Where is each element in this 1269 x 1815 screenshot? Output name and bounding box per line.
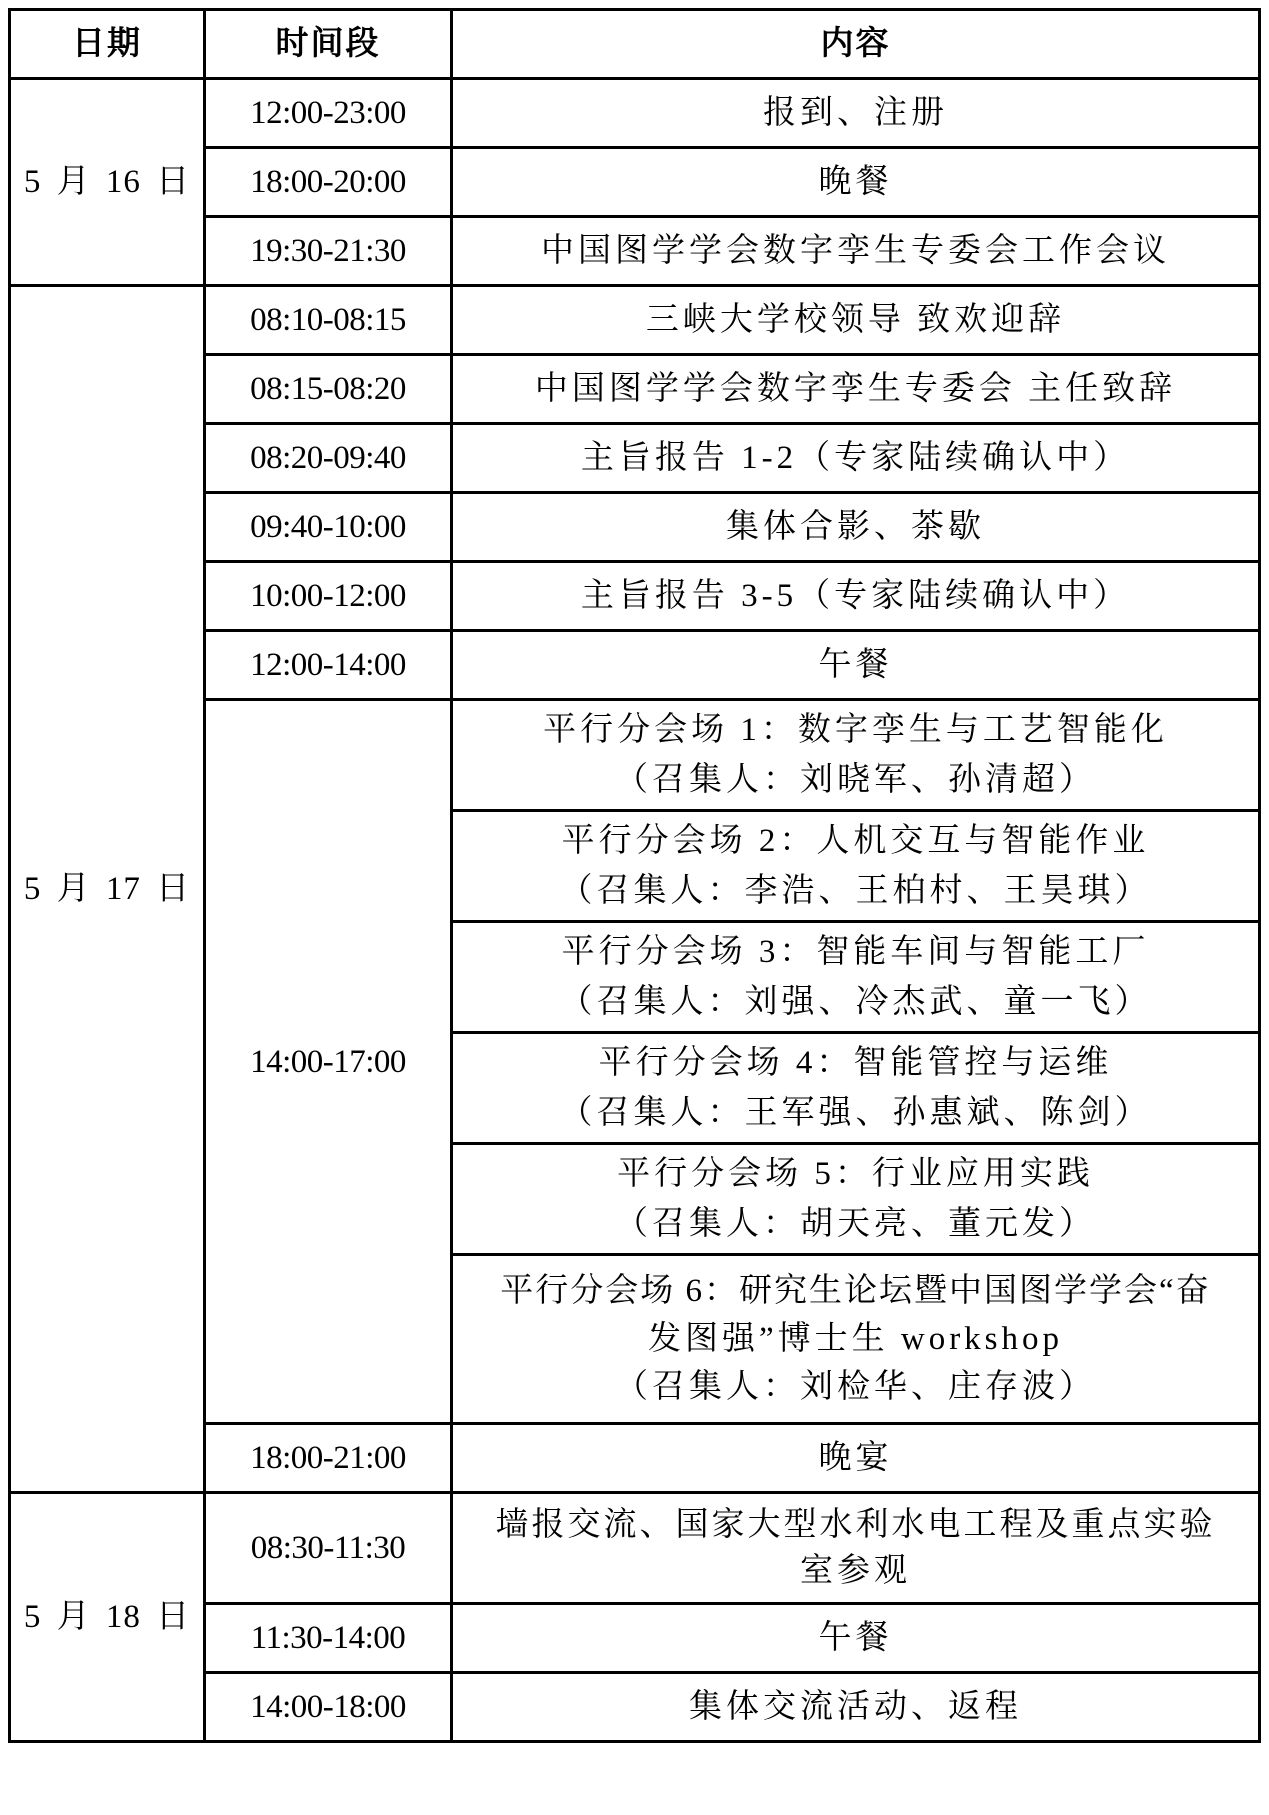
content-line: 室参观 (800, 1553, 911, 1589)
time-cell: 08:20-09:40 (205, 424, 452, 493)
time-cell: 11:30-14:00 (205, 1604, 452, 1673)
content-line: 报到、注册 (763, 95, 948, 131)
content-cell (452, 217, 1260, 286)
schedule-table (8, 8, 1261, 1743)
content-cell (452, 1673, 1260, 1742)
session-conveners: （召集人：胡天亮、董元发） (615, 1206, 1096, 1242)
header-time: 时间段 (205, 10, 452, 79)
session-conveners: （召集人：刘检华、庄存波） (615, 1369, 1096, 1405)
session-conveners: （召集人：王军强、孙惠斌、陈剑） (559, 1095, 1152, 1131)
content-line: 集体合影、茶歇 (726, 509, 985, 545)
time-cell: 08:15-08:20 (205, 355, 452, 424)
content-line: 中国图学学会数字孪生专委会工作会议 (541, 233, 1170, 269)
content-cell (452, 1604, 1260, 1673)
time-cell: 08:10-08:15 (205, 286, 452, 355)
content-cell (452, 286, 1260, 355)
session-conveners: （召集人：刘晓军、孙清超） (615, 762, 1096, 798)
content-cell (452, 562, 1260, 631)
content-line: 晚餐 (818, 164, 893, 200)
content-cell (452, 424, 1260, 493)
date-cell: 5 月 16 日 (10, 79, 205, 286)
session-title: 平行分会场 3：智能车间与智能工厂 (561, 934, 1150, 970)
date-cell: 5 月 18 日 (10, 1493, 205, 1742)
time-cell: 19:30-21:30 (205, 217, 452, 286)
time-cell: 18:00-20:00 (205, 148, 452, 217)
content-line: 晚宴 (818, 1440, 893, 1476)
time-cell: 12:00-23:00 (205, 79, 452, 148)
content-line: 中国图学学会数字孪生专委会 主任致辞 (534, 371, 1177, 407)
header-content: 内容 (452, 10, 1260, 79)
content-line: 午餐 (818, 647, 893, 683)
content-line: 午餐 (818, 1620, 893, 1656)
session-title-cont: 发图强”博士生 workshop (647, 1321, 1064, 1357)
session-title: 平行分会场 2：人机交互与智能作业 (561, 823, 1150, 859)
time-cell: 12:00-14:00 (205, 631, 452, 700)
session-title: 平行分会场 6：研究生论坛暨中国图学学会“奋 (500, 1273, 1211, 1309)
content-line: 墙报交流、国家大型水利水电工程及重点实验 (495, 1507, 1216, 1543)
header-row (10, 10, 1260, 79)
time-cell: 18:00-21:00 (205, 1424, 452, 1493)
content-cell (452, 1493, 1260, 1604)
header-date: 日期 (10, 10, 205, 79)
content-cell (452, 631, 1260, 700)
content-cell (452, 355, 1260, 424)
content-line: 主旨报告 3-5（专家陆续确认中） (580, 578, 1131, 614)
session-cell (452, 700, 1260, 811)
date-cell: 5 月 17 日 (10, 286, 205, 1493)
time-cell: 08:30-11:30 (205, 1493, 452, 1604)
session-cell (452, 922, 1260, 1033)
time-cell: 14:00-18:00 (205, 1673, 452, 1742)
time-cell: 10:00-12:00 (205, 562, 452, 631)
content-cell (452, 493, 1260, 562)
content-cell (452, 79, 1260, 148)
content-cell (452, 1424, 1260, 1493)
table-row (10, 286, 1260, 355)
time-cell: 09:40-10:00 (205, 493, 452, 562)
session-conveners: （召集人：李浩、王柏村、王昊琪） (559, 873, 1152, 909)
table-row (10, 79, 1260, 148)
content-line: 集体交流活动、返程 (689, 1689, 1022, 1725)
table-row (10, 1493, 1260, 1604)
content-line: 三峡大学校领导 致欢迎辞 (645, 302, 1066, 338)
session-title: 平行分会场 5：行业应用实践 (617, 1156, 1094, 1192)
session-cell (452, 811, 1260, 922)
session-title: 平行分会场 1：数字孪生与工艺智能化 (543, 712, 1168, 748)
time-cell: 14:00-17:00 (205, 700, 452, 1424)
session-cell (452, 1033, 1260, 1144)
session-title: 平行分会场 4：智能管控与运维 (598, 1045, 1113, 1081)
content-line: 主旨报告 1-2（专家陆续确认中） (580, 440, 1131, 476)
session-cell (452, 1144, 1260, 1255)
session-conveners: （召集人：刘强、冷杰武、童一飞） (559, 984, 1152, 1020)
content-cell (452, 148, 1260, 217)
session-cell (452, 1255, 1260, 1424)
